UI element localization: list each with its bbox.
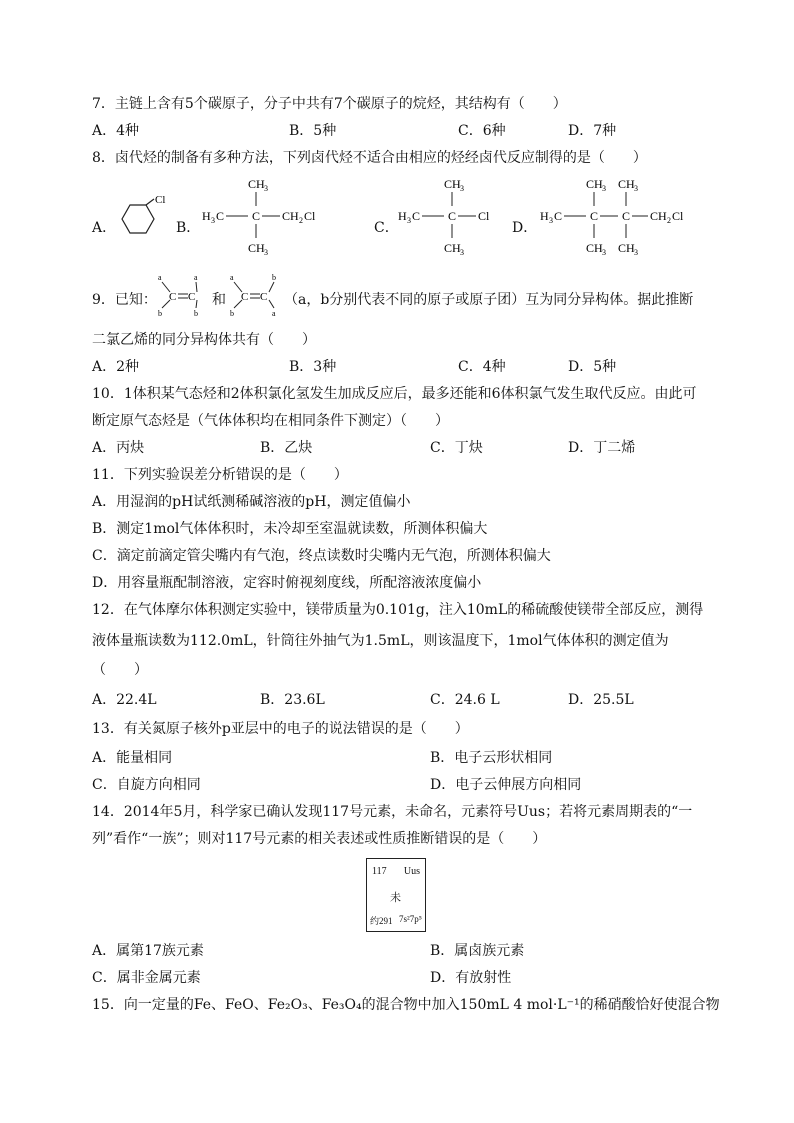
q7-option-a: A．4种	[92, 123, 140, 139]
svg-text:C: C	[252, 209, 261, 223]
element-symbol: Uus	[403, 866, 420, 877]
svg-text:H: H	[202, 209, 211, 223]
q14-option-c: C．属非金属元素	[92, 970, 201, 986]
q9-option-d: D．5种	[568, 359, 617, 375]
q11-option-a: A．用湿润的pH试纸测稀碱溶液的pH，测定值偏小	[92, 494, 411, 510]
svg-text:CH: CH	[586, 241, 603, 255]
svg-text:CH: CH	[444, 177, 461, 191]
question-12-stem-2: 液体量瓶读数为112.0mL，针筒往外抽气为1.5mL，则该温度下，1mol气体体积的测定值为	[92, 633, 669, 649]
structure-c	[396, 176, 496, 264]
svg-text:b: b	[272, 273, 276, 282]
svg-text:CH: CH	[586, 177, 603, 191]
question-7-stem: 7．主链上含有5个碳原子，分子中共有7个碳原子的烷烃，其结构有（ ）	[92, 96, 567, 112]
svg-text:C: C	[188, 291, 196, 303]
question-10-stem-1: 10．1体积某气态烃和2体积氯化氢发生加成反应后，最多还能和6体积氯气发生取代反应。由此可	[92, 386, 697, 402]
svg-text:C: C	[260, 291, 268, 303]
svg-text:CH: CH	[444, 241, 461, 255]
svg-text:Cl: Cl	[478, 209, 490, 223]
cl-atom-label: Cl	[155, 194, 166, 206]
svg-text:CH: CH	[282, 209, 299, 223]
q13-option-d: D．电子云伸展方向相同	[430, 777, 582, 793]
svg-text:C: C	[216, 209, 225, 223]
q13-option-a: A．能量相同	[92, 750, 173, 766]
svg-text:a: a	[272, 309, 276, 318]
svg-text:3: 3	[634, 184, 638, 193]
svg-text:C: C	[412, 209, 421, 223]
svg-text:3: 3	[264, 184, 268, 193]
svg-text:3: 3	[634, 248, 638, 257]
svg-text:3: 3	[460, 248, 464, 257]
svg-text:3: 3	[407, 216, 411, 225]
q11-option-c: C．滴定前滴定管尖嘴内有气泡，终点读数时尖嘴内无气泡，所测体积偏大	[92, 548, 551, 564]
structure-d	[538, 176, 698, 264]
svg-text:C: C	[622, 209, 631, 223]
q10-option-c: C．丁炔	[430, 440, 483, 456]
q13-option-c: C．自旋方向相同	[92, 777, 201, 793]
chlorocyclohexane-structure	[112, 196, 172, 246]
element-atomic-number: 117	[372, 866, 387, 877]
q9-option-b: B．3种	[289, 359, 337, 375]
svg-text:H: H	[398, 209, 407, 223]
q9-and: 和	[212, 292, 226, 308]
q14-option-b: B．属卤族元素	[430, 943, 525, 959]
q12-option-d: D．25.5L	[568, 692, 634, 708]
svg-text:C: C	[448, 209, 457, 223]
trans-alkene-structure	[226, 272, 282, 322]
svg-text:C: C	[241, 291, 249, 303]
q8-label-d: D．	[512, 220, 538, 236]
q7-option-d: D．7种	[568, 123, 617, 139]
element-name: 未	[390, 892, 401, 904]
q10-option-b: B．乙炔	[260, 440, 313, 456]
q12-option-b: B．23.6L	[260, 692, 325, 708]
element-mass: 约291	[370, 916, 393, 926]
q10-option-d: D．丁二烯	[568, 440, 636, 456]
q12-option-a: A．22.4L	[92, 692, 157, 708]
question-10-stem-2: 断定原气态烃是（气体体积均在相同条件下测定）（ ）	[92, 413, 449, 429]
svg-text:C: C	[169, 291, 177, 303]
q9-option-a: A．2种	[92, 359, 140, 375]
svg-text:C: C	[554, 209, 563, 223]
svg-text:3: 3	[549, 216, 553, 225]
svg-text:3: 3	[460, 184, 464, 193]
q7-option-c: C．6种	[458, 123, 506, 139]
q8-label-c: C．	[374, 220, 399, 236]
question-14-stem-2: 列”看作“一族”；则对117号元素的相关表述或性质推断错误的是（ ）	[92, 831, 547, 847]
svg-text:3: 3	[602, 248, 606, 257]
question-12-stem-3: （ ）	[92, 662, 148, 678]
q12-option-c: C．24.6 L	[430, 692, 500, 708]
svg-text:3: 3	[602, 184, 606, 193]
svg-text:b: b	[158, 309, 162, 318]
question-14-stem-1: 14．2014年5月，科学家已确认发现117号元素，未命名，元素符号Uus；若将元素周期表的“一	[92, 804, 693, 820]
cis-alkene-structure	[152, 272, 208, 322]
svg-text:CH: CH	[618, 241, 635, 255]
question-15-stem: 15．向一定量的Fe、FeO、Fe₂O₃、Fe₃O₄的混合物中加入150mL 4 mol·L⁻¹的稀硝酸恰好使混合物	[92, 997, 720, 1013]
q7-option-b: B．5种	[289, 123, 337, 139]
svg-text:C: C	[590, 209, 599, 223]
question-13-stem: 13．有关氮原子核外p亚层中的电子的说法错误的是（ ）	[92, 721, 469, 737]
svg-text:2: 2	[667, 216, 671, 225]
svg-text:Cl: Cl	[672, 209, 684, 223]
svg-text:a: a	[158, 273, 162, 282]
q14-option-d: D．有放射性	[430, 970, 512, 986]
q14-option-a: A．属第17族元素	[92, 943, 204, 959]
svg-text:2: 2	[299, 216, 303, 225]
question-11-stem: 11．下列实验误差分析错误的是（ ）	[92, 467, 348, 483]
question-9-stem-cont: （a，b分别代表不同的原子或原子团）互为同分异构体。据此推断	[284, 292, 694, 308]
element-electron-config: 7s²7p⁵	[399, 914, 422, 924]
svg-text:Cl: Cl	[304, 209, 316, 223]
svg-text:a: a	[194, 273, 198, 282]
svg-text:a: a	[230, 273, 234, 282]
q8-label-a: A．	[92, 220, 117, 236]
element-cell-117	[366, 858, 426, 932]
svg-text:b: b	[194, 309, 198, 318]
svg-text:H: H	[540, 209, 549, 223]
q11-option-d: D．用容量瓶配制溶液，定容时俯视刻度线，所配溶液浓度偏小	[92, 575, 482, 591]
q9-option-c: C．4种	[458, 359, 506, 375]
question-9-lead: 9．已知：	[92, 292, 157, 308]
svg-text:CH: CH	[618, 177, 635, 191]
q8-label-b: B．	[176, 220, 201, 236]
question-12-stem-1: 12．在气体摩尔体积测定实验中，镁带质量为0.101g，注入10mL的稀硫酸使镁带全部反应，测得	[92, 602, 704, 618]
svg-text:3: 3	[264, 248, 268, 257]
q13-option-b: B．电子云形状相同	[430, 750, 553, 766]
svg-text:b: b	[230, 309, 234, 318]
question-9-stem-end: 二氯乙烯的同分异构体共有（ ）	[92, 332, 316, 348]
q10-option-a: A．丙炔	[92, 440, 145, 456]
svg-text:CH: CH	[248, 241, 265, 255]
structure-b	[200, 176, 330, 264]
svg-text:CH: CH	[248, 177, 265, 191]
svg-text:CH: CH	[650, 209, 667, 223]
svg-text:3: 3	[211, 216, 215, 225]
question-8-stem: 8．卤代烃的制备有多种方法，下列卤代烃不适合由相应的烃经卤代反应制得的是（ ）	[92, 150, 647, 166]
q11-option-b: B．测定1mol气体体积时，未冷却至室温就读数，所测体积偏大	[92, 521, 488, 537]
